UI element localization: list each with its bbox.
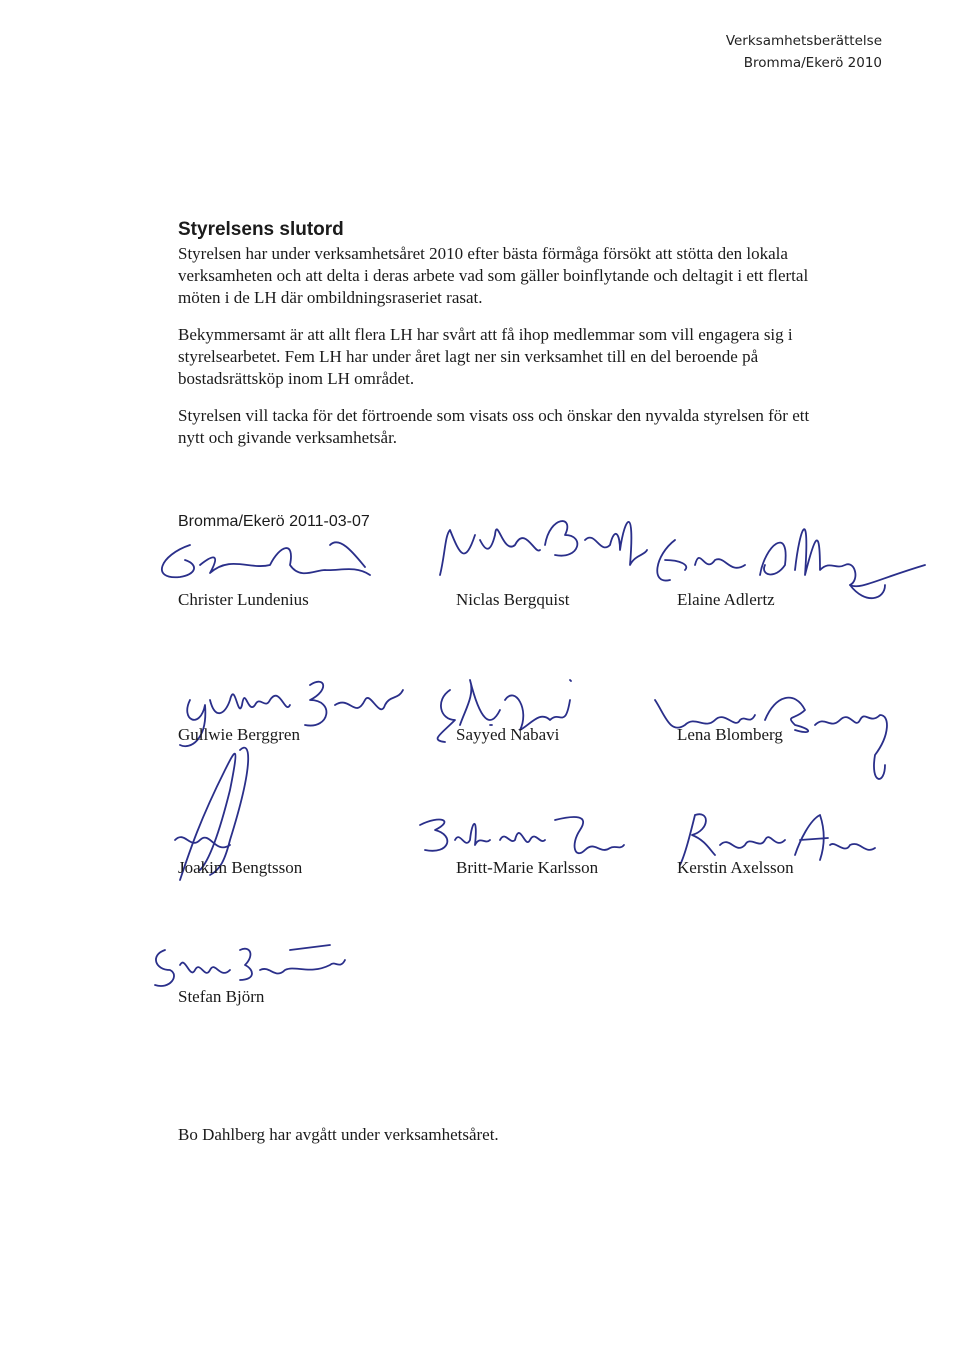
header-subtitle: Bromma/Ekerö 2010 bbox=[743, 55, 882, 71]
paragraph-2: Bekymmersamt är att allt flera LH har svårt att få ihop medlemmar som vill engagera sig i styrelsearbetet. Fem LH har under året lagt ner sin verksamhet till en del beroende på bostadsrättsköp inom LH området. bbox=[178, 325, 793, 388]
resignation-note: Bo Dahlberg har avgått under verksamhetsåret. bbox=[178, 1125, 499, 1144]
signature-niclas-bergquist bbox=[425, 495, 650, 585]
section-title: Styrelsens slutord bbox=[178, 219, 344, 240]
signatory-name: Britt-Marie Karlsson bbox=[456, 858, 599, 877]
signatory-name: Kerstin Axelsson bbox=[677, 858, 794, 877]
signatory-name: Sayyed Nabavi bbox=[456, 725, 560, 744]
signatory-name: Lena Blomberg bbox=[677, 725, 783, 744]
signatory-name: Niclas Bergquist bbox=[456, 590, 570, 609]
signatory-name: Elaine Adlertz bbox=[677, 590, 775, 609]
document-header bbox=[726, 30, 882, 74]
header-title: Verksamhetsberättelse bbox=[725, 33, 882, 49]
place-date: Bromma/Ekerö 2011-03-07 bbox=[178, 513, 370, 530]
signature-stefan-bjorn bbox=[140, 935, 350, 995]
signature-christer-lundenius bbox=[140, 525, 380, 585]
signature-britt-marie-karlsson bbox=[410, 800, 625, 865]
signatory-name: Stefan Björn bbox=[178, 987, 265, 1006]
paragraph-1: Styrelsen har under verksamhetsåret 2010 efter bästa förmåga försökt att stötta den lokala verksamheten och att delta i deras arbete vad som gäller boinflytande och deltagit i ett flertal möten i de LH där ombildningsraseriet rasat. bbox=[178, 244, 809, 307]
paragraph-3: Styrelsen vill tacka för det förtroende som visats oss och önskar den nyvalda styrelsen för ett nytt och givande verksamhetsår. bbox=[178, 406, 810, 447]
signatory-name: Gullwie Berggren bbox=[178, 725, 300, 744]
signatory-name: Christer Lundenius bbox=[178, 590, 309, 609]
signatory-name: Joakim Bengtsson bbox=[178, 858, 303, 877]
